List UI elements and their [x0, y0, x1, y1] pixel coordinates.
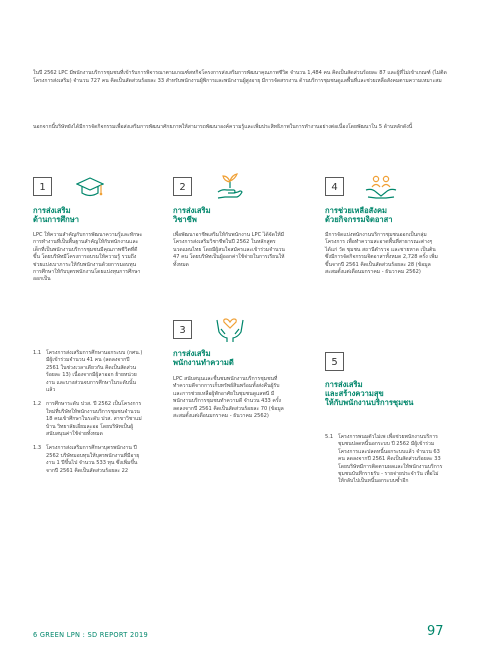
list-item-text: โครงการส่งเสริมการศึกษาบุตรพนักงาน ปี 2562 บริษัทมอบทุนให้บุตรพนักงานที่มีอายุงาน 1 ปีขึ้นไป จำนวน 533 ทุน ซึ่งเพิ่มขึ้นจากปี 2561 คิดเป็นสัดส่วนร้อยละ 22 — [46, 445, 140, 474]
section-4-title — [325, 206, 393, 224]
list-item-number: 1.3 — [33, 445, 42, 452]
section-2-title — [173, 206, 211, 224]
section-2-title-line1: การส่งเสริม — [173, 206, 211, 215]
section-5-title-line2: และสร้างความสุข — [325, 389, 384, 398]
section-5-title-line1: การส่งเสริม — [325, 380, 363, 389]
section-2-number: 2 — [173, 177, 192, 196]
page-number: 97 — [427, 624, 444, 639]
section-1-title — [33, 206, 79, 224]
hands-heart-icon — [214, 314, 246, 344]
graduation-icon — [76, 176, 104, 202]
hand-plant-icon — [215, 172, 245, 202]
section-4-title-line1: การช่วยเหลือสังคม — [325, 206, 388, 215]
section-5-title — [325, 380, 413, 407]
list-item-number: 5.1 — [325, 434, 334, 440]
section-1-title-line1: การส่งเสริม — [33, 206, 71, 215]
section-5-title-line3: ให้กับพนักงานบริการชุมชน — [325, 398, 414, 407]
section-2-title-line2: วิชาชีพ — [173, 215, 197, 224]
section-3-title-line2: พนักงานทำความดี — [173, 358, 234, 367]
list-item — [325, 434, 443, 486]
section-5-number: 5 — [325, 352, 344, 371]
section-3-number: 3 — [173, 320, 192, 339]
section-4-body: มีการจัดแบ่งพนักงานบริการชุมชนออกเป็นกลุ่มโครงการ เพื่อทำความสะอาดพื้นที่สาธารณะต่างๆ ได้แก่ วัด ชุมชน สถานีตำรวจ และชายหาด เป็นต้น ซึ่งมีการจัดกิจกรรมจิตอาสาทั้งหมด 2,728 ครั้ง เพิ่มขึ้นจากปี 2561 คิดเป็นสัดส่วนร้อยละ 28 (ข้อมูลสะสมตั้งแต่เดือนมกราคม - ธันวาคม 2562) — [325, 232, 438, 276]
section-4-number: 4 — [325, 177, 344, 196]
section-2-body: เพื่อพัฒนาอาชีพเสริมให้กับพนักงาน LPC ได้จัดให้มีโครงการส่งเสริมวิชาชีพในปี 2562 ในหลักสูตร นวดแผนไทย โดยมีผู้สนใจสมัครและเข้าร่วมจำนวน 47 คน โดยบริษัทเป็นผู้ออกค่าใช้จ่ายในการเรียนให้ทั้งหมด — [173, 232, 285, 268]
hands-people-icon — [364, 172, 398, 202]
section-5-list — [325, 434, 443, 493]
list-item — [33, 445, 143, 475]
list-item — [33, 350, 143, 394]
intro-paragraph-1: ในปี 2562 LPC มีพนักงานบริการชุมชนที่เข้ารับการพิจารณาตามเกณฑ์สหกิจโครงการส่งเสริมการพัฒนาคุณภาพชีวิต จำนวน 1,484 คน คิดเป็นสัดส่วนร้อยละ 87 และผู้ที่ไม่เข้าเกณฑ์ (ไม่ติดโครงการส่งเสริม) จำนวน 727 คน คิดเป็นสัดส่วนร้อยละ 33 สำหรับพนักงานผู้พิการและพนักงานผู้สูงอายุ มีการจัดสรรงาน ด้านบริการชุมชนดูแลพื้นที่และช่วยเหลือสังคมตามความเหมาะสม — [33, 70, 447, 84]
list-item — [33, 401, 143, 438]
section-3-title-line1: การส่งเสริม — [173, 349, 211, 358]
intro-paragraph-2: นอกจากนี้บริษัทยังได้มีการจัดกิจกรรมเพื่อส่งเสริมการพัฒนาศักยภาพให้สามารถพัฒนาองค์ความรู้และเพิ่มประสิทธิภาพในการทำงานอย่างต่อเนื่องโดยพัฒนาใน 5 ด้านหลักดังนี้ — [33, 124, 413, 130]
list-item-number: 1.2 — [33, 401, 42, 408]
list-item-text: โครงการส่งเสริมการศึกษานอกระบบ (กศน.) มีผู้เข้าร่วมจำนวน 41 คน (ลดลงจากปี 2561 ในช่วงเวลาเดียวกัน คิดเป็นสัดส่วนร้อยละ 13) เนื่องจากมีผู้ลาออก ย้ายหน่วยงาน และบางส่วนจบการศึกษาในระดับนั้นแล้ว — [46, 350, 143, 394]
section-1-title-line2: ด้านการศึกษา — [33, 215, 80, 224]
section-3-title — [173, 349, 234, 367]
section-1-list — [33, 350, 143, 482]
report-footer: 6 GREEN LPN : SD REPORT 2019 — [33, 631, 149, 639]
section-1-number: 1 — [33, 177, 52, 196]
list-item-text: การศึกษาระดับ ปวส. ปี 2562 เป็นโครงการใหม่ที่บริษัทให้พนักงานบริการชุมชนจำนวน 18 คนเข้าศึกษาในระดับ ปวส. สาขาวิชาแม่บ้าน วิทยาลัยเอี่ยมละออ โดยบริษัทเป็นผู้สนับสนุนค่าใช้จ่ายทั้งหมด — [46, 401, 142, 438]
section-1-body: LPC ให้ความสำคัญกับการพัฒนาความรู้และทักษะการทำงานที่เป็นพื้นฐานสำคัญให้กับพนักงานและเด็กที่เป็นพนักงานบริการชุมชนมีคุณภาพชีวิตที่ดีขึ้น โดยบริษัทมีโครงการอบรมให้ความรู้ รวมถึงช่วยแบ่งเบาภาระให้กับพนักงานด้วยการมอบทุนการศึกษาให้กับบุตรพนักงานโดยแบ่งทุนการศึกษาออกเป็น — [33, 232, 143, 283]
section-4-title-line2: ด้วยกิจกรรมจิตอาสา — [325, 215, 393, 224]
list-item-number: 1.1 — [33, 350, 42, 356]
section-3-body: LPC สนับสนุนและชื่นชมพนักงานบริการชุมชนที่ทำความดีจากการเก็บทรัพย์สินพร้อมทั้งส่งคืนผู้รับ และการช่วยเหลือผู้พักอาศัยในชุมชนดูแลพนี มีพนักงานบริการชุมชนทำความดี จำนวน 433 ครั้ง ลดลงจากปี 2561 คิดเป็นสัดส่วนร้อยละ 70 (ข้อมูลสะสมตั้งแต่เดือนมกราคม - ธันวาคม 2562) — [173, 376, 284, 420]
list-item-text: โครงการพนมตัวไม่เพ เพื่อช่วยพนักงานบริการชุมชนปลดหนี้นอกระบบ ปี 2562 มีผู้เข้าร่วมโครงการและปลดหนี้นอกระบบแล้ว จำนวน 63 คน ลดลงจากปี 2561 คิดเป็นสัดส่วนร้อยละ 33 โดยบริษัทมีการติดตามผลและให้พนักงานบริการชุมชนบันทึกรายรับ - รายจ่ายประจำวัน เพื่อไม่ให้กลับไปเป็นหนี้นอกระบบซ้ำอีก — [338, 434, 443, 485]
